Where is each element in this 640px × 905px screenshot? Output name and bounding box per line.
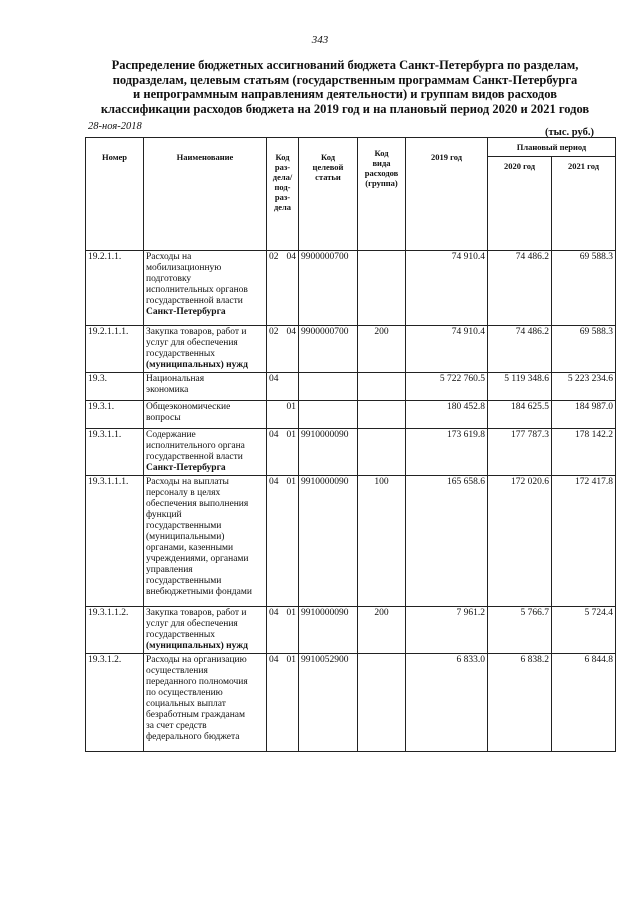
header-2019: 2019 год (406, 138, 488, 251)
header-number: Номер (86, 138, 144, 251)
table-row (86, 654, 616, 752)
cell-2020: 5 766.7 (488, 607, 552, 654)
cell-2021: 5 724.4 (552, 607, 616, 654)
header-razdel-line: раз- (274, 192, 291, 202)
cell-name-line: государственных (146, 630, 216, 640)
cell-2020: 6 838.2 (488, 654, 552, 752)
header-razdel-line: под- (274, 182, 291, 192)
razdel-code: 02 (269, 327, 279, 337)
header-target-line: целевой (312, 162, 344, 172)
table-row (86, 251, 616, 326)
title-line: подразделам, целевым статьям (государственным программам Санкт-Петербурга (112, 72, 578, 87)
cell-razdel (267, 401, 299, 429)
cell-vid (358, 401, 406, 429)
title-line: Распределение бюджетных ассигнований бюджета Санкт-Петербурга по разделам, (111, 58, 579, 72)
header-vid-line: (группа) (365, 178, 398, 188)
cell-name-line: (муниципальных) нужд (146, 360, 248, 370)
header-2021: 2021 год (552, 157, 616, 251)
header-vid-line: расходов (364, 168, 399, 178)
cell-number: 19.3.1.2. (86, 654, 144, 752)
razdel-code: 04 (269, 477, 279, 487)
cell-vid (358, 251, 406, 326)
title-line: классификации расходов бюджета на 2019 год и на плановый период 2020 и 2021 годов (100, 101, 590, 116)
cell-vid (358, 373, 406, 401)
cell-name-line: Закупка товаров, работ и (146, 327, 247, 337)
cell-number: 19.3.1.1. (86, 429, 144, 476)
cell-name (144, 429, 267, 476)
cell-target: 9900000700 (299, 326, 358, 373)
header-razdel-line: дела (273, 202, 292, 212)
cell-razdel (267, 654, 299, 752)
cell-vid (358, 429, 406, 476)
header-target (299, 138, 358, 251)
razdel-code: 04 (269, 655, 279, 665)
table-row (86, 607, 616, 654)
cell-name-line: государственными (146, 521, 222, 531)
cell-name (144, 654, 267, 752)
page-number: 343 (311, 34, 329, 46)
cell-2021: 184 987.0 (552, 401, 616, 429)
podrazdel-code: 01 (286, 430, 296, 440)
cell-name-line: учреждениями, органами (146, 554, 249, 564)
cell-2020: 74 486.2 (488, 251, 552, 326)
cell-number: 19.3.1. (86, 401, 144, 429)
podrazdel-code: 04 (286, 252, 296, 262)
cell-name (144, 476, 267, 607)
cell-2019: 5 722 760.5 (406, 373, 488, 401)
cell-name-line: Санкт-Петербурга (146, 307, 226, 317)
cell-name-line: Расходы на организацию (146, 655, 247, 665)
cell-number: 19.2.1.1.1. (86, 326, 144, 373)
cell-razdel (267, 326, 299, 373)
cell-name (144, 373, 267, 401)
header-razdel-line: дела/ (272, 172, 293, 182)
cell-2019: 7 961.2 (406, 607, 488, 654)
cell-name-line: исполнительных органов (146, 285, 248, 295)
cell-number: 19.3. (86, 373, 144, 401)
table-row (86, 401, 616, 429)
table-row (86, 429, 616, 476)
cell-2021: 172 417.8 (552, 476, 616, 607)
cell-name (144, 401, 267, 429)
cell-2020: 172 020.6 (488, 476, 552, 607)
cell-razdel (267, 476, 299, 607)
cell-name-line: социальных выплат (146, 699, 226, 709)
podrazdel-code: 01 (286, 402, 296, 412)
cell-name (144, 326, 267, 373)
cell-target (299, 373, 358, 401)
table-row (86, 476, 616, 607)
budget-table (85, 137, 616, 752)
cell-2019: 74 910.4 (406, 326, 488, 373)
cell-2021: 5 223 234.6 (552, 373, 616, 401)
cell-target: 9900000700 (299, 251, 358, 326)
header-planned-period: Плановый период (488, 138, 616, 157)
cell-name-line: Закупка товаров, работ и (146, 608, 247, 618)
cell-name-line: услуг для обеспечения (146, 338, 238, 348)
header-name: Наименование (144, 138, 267, 251)
cell-name-line: по осуществлению (146, 688, 223, 698)
cell-name-line: за счет средств (146, 721, 207, 731)
cell-name-line: персоналу в целях (146, 488, 221, 498)
cell-name-line: Общеэкономические (146, 402, 231, 412)
cell-2019: 165 658.6 (406, 476, 488, 607)
cell-name-line: государственными (146, 576, 222, 586)
razdel-code: 02 (269, 252, 279, 262)
cell-2020: 74 486.2 (488, 326, 552, 373)
cell-name-line: государственной власти (146, 296, 243, 306)
cell-name-line: вопросы (146, 413, 181, 423)
cell-target: 9910052900 (299, 654, 358, 752)
units-label: (тыс. руб.) (545, 127, 594, 138)
cell-2021: 6 844.8 (552, 654, 616, 752)
cell-name-line: (муниципальных) нужд (146, 641, 248, 651)
cell-razdel (267, 607, 299, 654)
header-vid (358, 138, 406, 251)
cell-name-line: обеспечения выполнения (146, 499, 249, 509)
cell-name-line: Санкт-Петербурга (146, 463, 226, 473)
cell-2021: 69 588.3 (552, 326, 616, 373)
cell-name-line: внебюджетными фондами (146, 587, 252, 597)
cell-2020: 184 625.5 (488, 401, 552, 429)
podrazdel-code: 01 (286, 608, 296, 618)
header-razdel (267, 138, 299, 251)
podrazdel-code: 01 (286, 655, 296, 665)
cell-name-line: Содержание (146, 430, 196, 440)
cell-name-line: (муниципальными) (146, 532, 225, 542)
header-target-line: Код (320, 152, 336, 162)
cell-razdel (267, 373, 299, 401)
header-target-line: статьи (315, 172, 341, 182)
cell-name-line: Расходы на (146, 252, 192, 262)
cell-2021: 69 588.3 (552, 251, 616, 326)
cell-name-line: осуществления (146, 666, 208, 676)
cell-2019: 173 619.8 (406, 429, 488, 476)
cell-2019: 74 910.4 (406, 251, 488, 326)
cell-razdel (267, 251, 299, 326)
cell-vid: 200 (358, 326, 406, 373)
cell-name-line: переданного полномочия (146, 677, 248, 687)
cell-2019: 180 452.8 (406, 401, 488, 429)
cell-name-line: государственной власти (146, 452, 243, 462)
cell-name-line: Расходы на выплаты (146, 477, 229, 487)
cell-target: 9910000090 (299, 429, 358, 476)
cell-target (299, 401, 358, 429)
header-razdel-line: Код (275, 152, 290, 162)
cell-2020: 177 787.3 (488, 429, 552, 476)
cell-name-line: экономика (146, 385, 189, 395)
cell-vid: 200 (358, 607, 406, 654)
cell-target: 9910000090 (299, 607, 358, 654)
cell-name-line: Национальная (146, 374, 205, 384)
document-title (95, 58, 595, 116)
cell-name-line: мобилизационную (146, 263, 222, 273)
cell-name (144, 251, 267, 326)
header-vid-line: вида (372, 158, 391, 168)
title-line: и непрограммным направлениям деятельности) и группам видов расходов (133, 87, 557, 101)
header-razdel-line: раз- (274, 162, 291, 172)
cell-name-line: управления (146, 565, 193, 575)
razdel-code: 04 (269, 608, 279, 618)
cell-name-line: органами, казенными (146, 543, 234, 553)
table-row (86, 326, 616, 373)
cell-vid (358, 654, 406, 752)
podrazdel-code: 04 (286, 327, 296, 337)
cell-razdel (267, 429, 299, 476)
header-2020: 2020 год (488, 157, 552, 251)
header-vid-line: Код (374, 148, 389, 158)
cell-number: 19.3.1.1.2. (86, 607, 144, 654)
cell-name-line: услуг для обеспечения (146, 619, 238, 629)
cell-2021: 178 142.2 (552, 429, 616, 476)
cell-name-line: исполнительного органа (146, 441, 245, 451)
cell-name-line: безработным гражданам (146, 710, 246, 720)
cell-name (144, 607, 267, 654)
table-row (86, 373, 616, 401)
cell-name-line: функций (146, 510, 182, 520)
razdel-code: 04 (269, 430, 279, 440)
cell-target: 9910000090 (299, 476, 358, 607)
cell-number: 19.2.1.1. (86, 251, 144, 326)
document-date: 28-ноя-2018 (88, 121, 142, 132)
cell-vid: 100 (358, 476, 406, 607)
podrazdel-code: 01 (286, 477, 296, 487)
cell-name-line: федерального бюджета (146, 732, 240, 742)
razdel-code: 04 (269, 374, 279, 384)
cell-2020: 5 119 348.6 (488, 373, 552, 401)
cell-name-line: государственных (146, 349, 216, 359)
cell-2019: 6 833.0 (406, 654, 488, 752)
cell-name-line: подготовку (146, 274, 192, 284)
cell-number: 19.3.1.1.1. (86, 476, 144, 607)
